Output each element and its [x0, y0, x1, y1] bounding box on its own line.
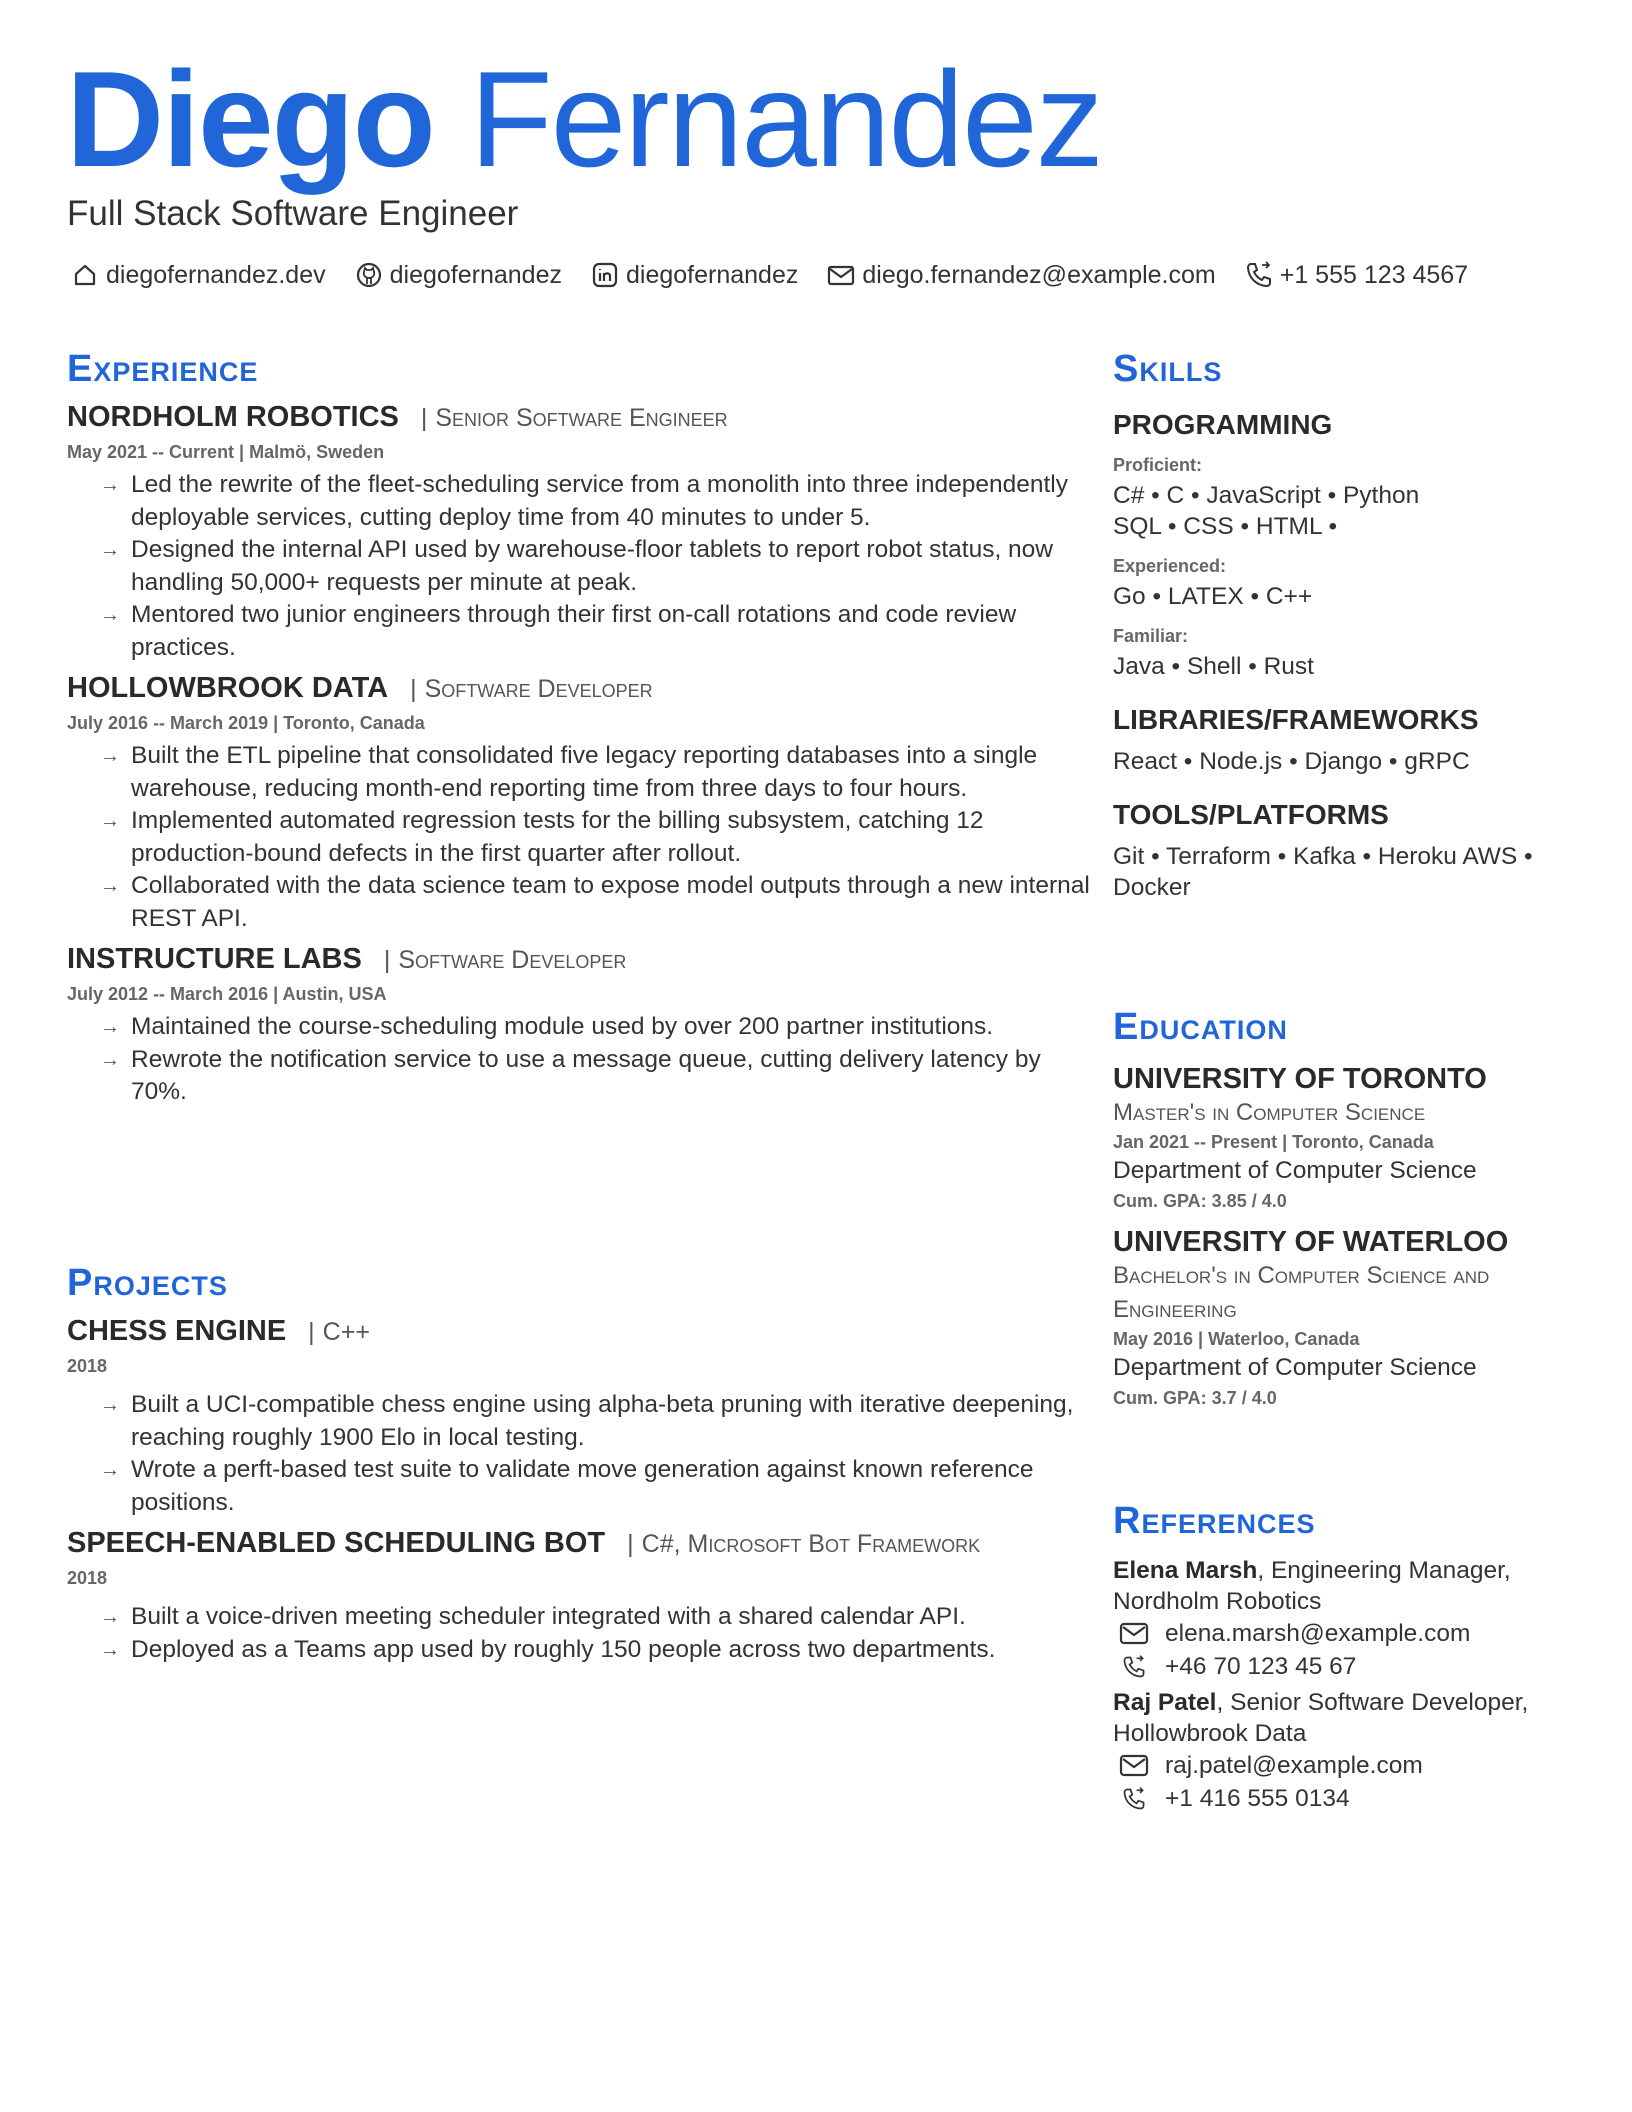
reference-entry — [1113, 1687, 1613, 1815]
phone-icon — [1119, 1654, 1149, 1680]
skill-list: Git • Terraform • Kafka • Heroku AWS • Docker — [1113, 843, 1533, 901]
skills-section — [1113, 348, 1613, 903]
bullet: → Designed the internal API used by warehouse-floor tablets to report robot status, now handling 50,000+ requests per minute at peak. — [100, 534, 1092, 599]
last-name: Fernandez — [469, 43, 1102, 195]
bullet: → Deployed as a Teams app used by roughly 150 people across two departments. — [100, 1634, 1092, 1667]
experience-entry — [67, 672, 1092, 935]
contact-bar — [70, 260, 1468, 290]
phone-icon — [1119, 1786, 1149, 1812]
email-link[interactable]: diego.fernandez@example.com — [826, 260, 1215, 290]
mail-icon — [1119, 1621, 1149, 1647]
experience-entry — [67, 401, 1092, 664]
reference-title: , Engineering Manager, Nordholm Robotics — [1113, 1557, 1511, 1615]
section-title: References — [1113, 1500, 1316, 1542]
home-icon — [70, 260, 100, 290]
mail-icon — [826, 260, 856, 290]
references-section — [1113, 1500, 1613, 1815]
degree: Master's in Computer Science — [1113, 1099, 1426, 1126]
reference-name: Elena Marsh — [1113, 1557, 1258, 1584]
gpa: Cum. GPA: 3.7 / 4.0 — [1113, 1388, 1277, 1408]
skill-group-title: LIBRARIES/FRAMEWORKS — [1113, 704, 1479, 735]
bullet: → Led the rewrite of the fleet-scheduling service from a monolith into three independently deployable services, cutting deploy time from 40 minutes to under 5. — [100, 469, 1092, 534]
reference-title: , Senior Software Developer, Hollowbrook Data — [1113, 1689, 1529, 1747]
section-title: Experience — [67, 348, 259, 390]
reference-entry — [1113, 1555, 1613, 1683]
phone-icon — [1244, 260, 1274, 290]
employer: NORDHOLM ROBOTICS — [67, 401, 399, 433]
degree: Bachelor's in Computer Science and Engineering — [1113, 1262, 1490, 1323]
projects-section — [67, 1262, 1092, 1666]
section-title: Skills — [1113, 348, 1223, 390]
reference-email[interactable]: elena.marsh@example.com — [1113, 1617, 1613, 1650]
job-title: | Senior Software Engineer — [421, 404, 728, 433]
project-entry — [67, 1527, 1092, 1666]
bullet: → Rewrote the notification service to use a message queue, cutting delivery latency by 70%. — [100, 1044, 1092, 1109]
skill-list: React • Node.js • Django • gRPC — [1113, 748, 1470, 775]
bullet: → Wrote a perft-based test suite to validate move generation against known reference positions. — [100, 1454, 1092, 1519]
candidate-name — [66, 44, 1102, 194]
section-title: Projects — [67, 1262, 228, 1304]
job-title: | Software Developer — [410, 675, 653, 704]
job-meta: July 2016 -- March 2019 | Toronto, Canada — [67, 713, 425, 733]
project-name: SPEECH-ENABLED SCHEDULING BOT — [67, 1527, 606, 1559]
mail-icon — [1119, 1753, 1149, 1779]
github-link[interactable]: diegofernandez — [354, 260, 562, 290]
bullet: → Mentored two junior engineers through their first on-call rotations and code review practices. — [100, 599, 1092, 664]
github-icon — [354, 260, 384, 290]
project-tech: | C#, Microsoft Bot Framework — [627, 1530, 980, 1559]
project-entry — [67, 1315, 1092, 1519]
job-meta: July 2012 -- March 2016 | Austin, USA — [67, 984, 387, 1004]
experience-entry — [67, 943, 1092, 1109]
school-name: UNIVERSITY OF TORONTO — [1113, 1063, 1487, 1095]
linkedin-link[interactable]: diegofernandez — [590, 260, 798, 290]
employer: INSTRUCTURE LABS — [67, 943, 362, 975]
reference-email[interactable]: raj.patel@example.com — [1113, 1749, 1613, 1782]
bullet: → Maintained the course-scheduling module used by over 200 partner institutions. — [100, 1011, 1092, 1044]
skill-level-label: Familiar: — [1113, 626, 1189, 646]
bullet: → Built a UCI-compatible chess engine using alpha-beta pruning with iterative deepening, reaching roughly 1900 Elo in local testing. — [100, 1389, 1092, 1454]
reference-phone[interactable]: +1 416 555 0134 — [1113, 1782, 1613, 1815]
education-meta: Jan 2021 -- Present | Toronto, Canada — [1113, 1132, 1434, 1152]
skill-group-title: PROGRAMMING — [1113, 409, 1333, 440]
bullet: → Implemented automated regression tests for the billing subsystem, catching 12 production-bound defects in the first quarter after rollout. — [100, 805, 1092, 870]
experience-section — [67, 348, 1092, 1109]
skill-list: Go • LATEX • C++ — [1113, 583, 1313, 610]
school-name: UNIVERSITY OF WATERLOO — [1113, 1226, 1509, 1258]
phone-link[interactable]: +1 555 123 4567 — [1244, 260, 1468, 290]
skill-list: C# • C • JavaScript • Python SQL • CSS • HTML • — [1113, 482, 1420, 540]
project-name: CHESS ENGINE — [67, 1315, 287, 1347]
bullet: → Built the ETL pipeline that consolidated five legacy reporting databases into a single warehouse, reducing month-end reporting time from three days to four hours. — [100, 740, 1092, 805]
job-meta: May 2021 -- Current | Malmö, Sweden — [67, 442, 385, 462]
skill-group-title: TOOLS/PLATFORMS — [1113, 799, 1389, 830]
reference-person — [1113, 1687, 1613, 1749]
department: Department of Computer Science — [1113, 1354, 1477, 1381]
skill-level-label: Experienced: — [1113, 556, 1227, 576]
linkedin-icon — [590, 260, 620, 290]
website-link[interactable]: diegofernandez.dev — [70, 260, 326, 290]
section-title: Education — [1113, 1006, 1288, 1048]
project-tech: | C++ — [308, 1318, 370, 1347]
department: Department of Computer Science — [1113, 1157, 1477, 1184]
job-title: | Software Developer — [384, 946, 627, 975]
bullet: → Collaborated with the data science team to expose model outputs through a new internal REST API. — [100, 870, 1092, 935]
skill-list: Java • Shell • Rust — [1113, 653, 1314, 680]
reference-phone[interactable]: +46 70 123 45 67 — [1113, 1650, 1613, 1683]
gpa: Cum. GPA: 3.85 / 4.0 — [1113, 1191, 1287, 1211]
education-entry — [1113, 1226, 1613, 1409]
bullet: → Built a voice-driven meeting scheduler integrated with a shared calendar API. — [100, 1601, 1092, 1634]
education-section — [1113, 1006, 1613, 1409]
reference-person — [1113, 1555, 1613, 1617]
reference-name: Raj Patel — [1113, 1689, 1217, 1716]
education-entry — [1113, 1063, 1613, 1212]
education-meta: May 2016 | Waterloo, Canada — [1113, 1329, 1360, 1349]
skill-level-label: Proficient: — [1113, 455, 1203, 475]
project-year: 2018 — [67, 1356, 108, 1376]
employer: HOLLOWBROOK DATA — [67, 672, 389, 704]
headline: Full Stack Software Engineer — [67, 194, 519, 233]
first-name: Diego — [66, 43, 434, 195]
project-year: 2018 — [67, 1568, 108, 1588]
